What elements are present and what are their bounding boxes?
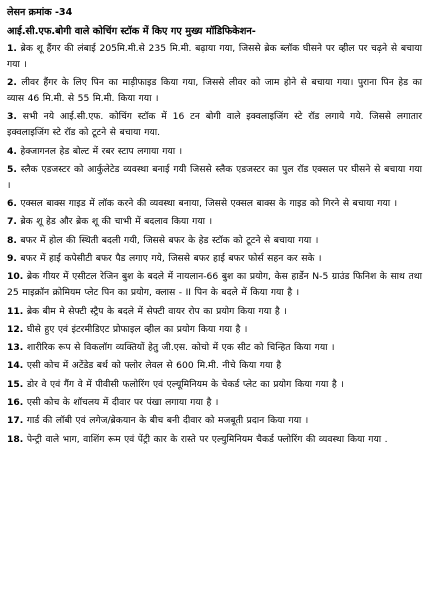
item-number: 18.: [7, 433, 24, 445]
item-text: एसी कोच के शॉचलय में दीवार पर पंखा लगाया गया है ।: [26, 396, 219, 408]
item-text: एसी कोच में अटेंडेड बर्थ को फ्लोर लेवल से 600 मि.मी. नीचे किया गया है: [26, 360, 282, 372]
item-number: 10.: [7, 271, 24, 283]
item-number: 4.: [7, 145, 17, 157]
list-item: [7, 251, 422, 267]
item-text: बफर में होल की स्थिती बदली गयी, जिससे बफर के हेड स्टॉक को टूटने से बचाया गया ।: [20, 234, 319, 246]
item-text: हेक्जागनल हेड बोल्ट में रबर स्टाप लगाया गया ।: [20, 145, 183, 157]
item-text: पेन्ट्री वाले भाग, वाशिंग रूम एवं पेंट्री कार के रास्ते पर एल्युमिनियम चैकर्ड फ्लोरिंग की व्यवस्था किया गया .: [26, 433, 388, 445]
list-item: [7, 340, 422, 356]
item-text: घीसे हुए एवं इंटरमीडिएट प्रोफाइल व्हील का प्रयोग किया गया है ।: [26, 323, 248, 335]
list-item: [7, 162, 422, 194]
item-text: ब्रेक बीम मे सेफ्टी स्ट्रैप के बदले में सेफ्टी वायर रोप का प्रयोग किया गया है ।: [26, 305, 287, 317]
list-item: [7, 395, 422, 411]
item-text: स्लैक एडजस्टर को आर्कुलेटेड व्यवस्था बनाई गयी जिससे स्लैक एडजस्टर का पुल रॉड एक्सल पर घीसने से बचाया गया ।: [7, 163, 422, 191]
item-text: लीवर हैंगर के लिए पिन का माड़ीफाइड किया गया, जिससे लीवर को जाम होने से बचाया गया। पुराना पिन हेड का व्यास 46 मि.मी. से 55 मि.मी. किया गया ।: [7, 77, 422, 105]
item-number: 5.: [7, 163, 17, 175]
list-item: [7, 214, 422, 230]
list-item: [7, 358, 422, 374]
item-number: 1.: [7, 43, 17, 54]
list-item: [7, 144, 422, 160]
item-number: 16.: [7, 396, 24, 408]
list-item: [7, 196, 422, 212]
item-text: ब्रेक शू हेड और ब्रेक शू की चाभी में बदलाव किया गया ।: [20, 216, 213, 228]
item-text: सभी नये आई.सी.एफ. कोचिंग स्टॉक में 16 टन बोगी वाले इक्वलाइजिंग स्टे रॉड लगाये गये. जिससे लगातार इक्वलाइजिंग स्टे रॉड को टूटने से बचाया गया.: [7, 111, 422, 139]
modification-list: [7, 41, 422, 447]
list-item: [7, 377, 422, 393]
item-text: गार्ड की लॉबी एवं लगेज/ब्रेकयान के बीच बनी दीवार को मजबूती प्रदान किया गया ।: [26, 415, 309, 427]
item-number: 2.: [7, 77, 17, 89]
list-item: [7, 41, 422, 73]
item-number: 17.: [7, 415, 24, 427]
item-number: 7.: [7, 216, 17, 228]
list-item: [7, 413, 422, 429]
item-number: 8.: [7, 234, 17, 246]
item-number: 6.: [7, 198, 17, 210]
list-item: [7, 269, 422, 301]
item-text: शारीरिक रूप से विकलॉग व्यक्तियों हेतु जी.एस. कोचो में एक सीट को चिन्हित किया गया ।: [26, 342, 335, 354]
lesson-title: लेसन क्रमांक -34: [7, 7, 73, 18]
list-item: [7, 432, 422, 448]
list-item: [7, 75, 422, 107]
item-number: 11.: [7, 305, 24, 317]
list-item: [7, 109, 422, 141]
item-text: ब्रेक शू हैंगर की लंबाई 205मि.मी.से 235 मि.मी. बढ़ाया गया, जिससे ब्रेक ब्लॉक घीसने पर व्हील पर चढ़ने से बचाया गया ।: [7, 43, 422, 70]
item-text: डोर वे एवं गैंग वे में पीवीसी फलोरिंग एवं एल्यूमिनियम के चेकर्ड प्लेट का प्रयोग किया गया है ।: [26, 378, 344, 390]
list-item: [7, 233, 422, 249]
item-text: ब्रेक गीयर में एसीटल रेजिन बुश के बदले में नायलान-66 बुश का प्रयोग, केस हार्डेन N-5 ग्राउंड फिनिश के साथ तथा 25 माइक्रॉन क्रोमियम प्लेट पिन का प्रयोग, क्लास - II पिन के बदले में किया गया है ।: [7, 271, 422, 299]
item-number: 13.: [7, 342, 24, 354]
list-item: [7, 322, 422, 338]
item-number: 15.: [7, 378, 24, 390]
item-number: 12.: [7, 323, 24, 335]
item-number: 14.: [7, 360, 24, 372]
item-number: 9.: [7, 253, 17, 264]
item-number: 3.: [7, 111, 17, 123]
item-text: बफर में हाई कपेसीटी बफर पैड लगाए गये, जिससे बफर हाई बफर फोर्स सहन कर सके ।: [20, 253, 322, 264]
list-item: [7, 304, 422, 320]
section-heading: आई.सी.एफ.बोगी वाले कोचिंग स्टॉक में किए गए मुख्य मॉडिफिकेशन-: [7, 26, 256, 37]
item-text: एक्सल बाक्स गाइड में लॉक करने की व्यवस्था बनाया, जिससे एक्सल बाक्स के गाइड को गिरने से बचाया गया ।: [20, 198, 398, 210]
